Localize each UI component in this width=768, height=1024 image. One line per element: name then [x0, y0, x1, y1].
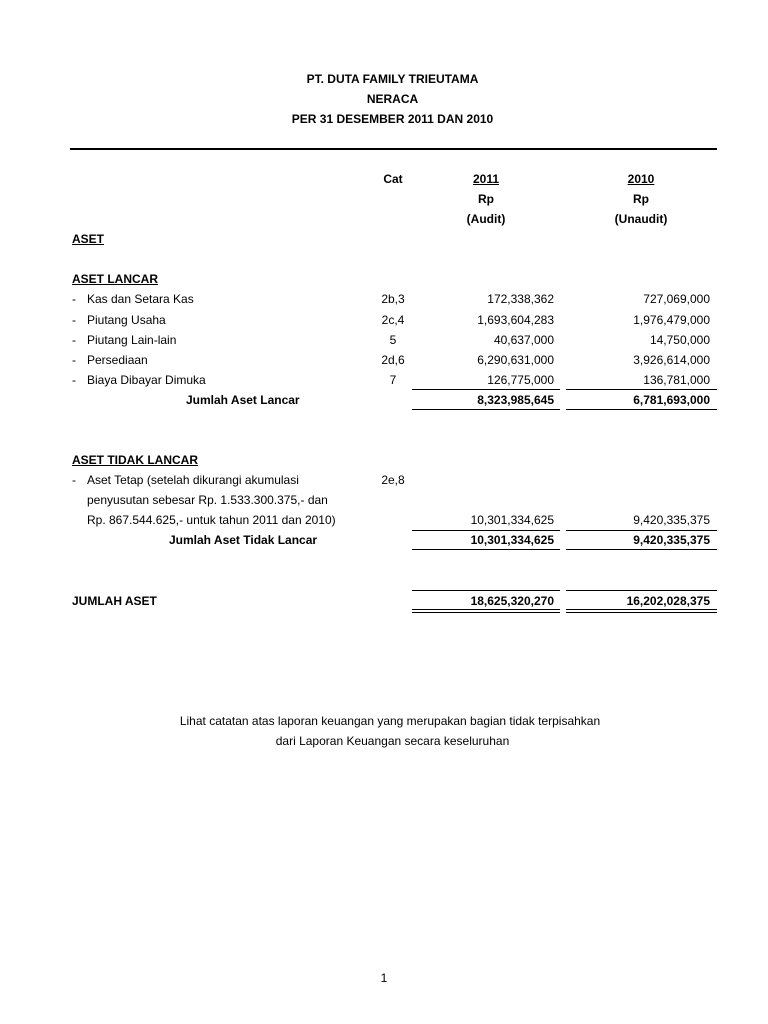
total-rule-2010 [566, 409, 717, 410]
fixed-assets-label-line2: penyusutan sebesar Rp. 1.533.300.375,- dan [87, 493, 328, 507]
grand-total-top-rule-2010 [566, 590, 717, 591]
grand-total-double-rule-2010-a [566, 609, 717, 610]
grand-total-double-rule-2011-a [412, 609, 560, 610]
total-noncurrent-assets-2011: 10,301,334,625 [470, 533, 554, 547]
statement-period: PER 31 DESEMBER 2011 DAN 2010 [291, 112, 494, 126]
row-dash: - [72, 473, 76, 487]
row-cat: 2b,3 [381, 292, 405, 306]
grand-total-label: JUMLAH ASET [72, 594, 157, 608]
total-noncurrent-assets-label: Jumlah Aset Tidak Lancar [169, 533, 318, 547]
statement-title: NERACA [366, 92, 419, 106]
fixed-assets-label-line3: Rp. 867.544.625,- untuk tahun 2011 dan 2010) [87, 513, 336, 527]
page-number: 1 [380, 971, 388, 985]
row-value-2010: 1,976,479,000 [633, 313, 710, 327]
row-dash: - [72, 353, 76, 367]
row-cat: 2c,4 [381, 313, 405, 327]
subtotal-rule-2010 [566, 389, 717, 390]
column-header-2011-currency: Rp [478, 192, 494, 206]
row-label: Kas dan Setara Kas [87, 292, 194, 306]
fixed-assets-value-2011: 10,301,334,625 [470, 513, 554, 527]
section-heading-aset-lancar: ASET LANCAR [72, 272, 158, 286]
company-name: PT. DUTA FAMILY TRIEUTAMA [306, 72, 479, 86]
footnote-line1: Lihat catatan atas laporan keuangan yang merupakan bagian tidak terpisahkan [179, 714, 601, 728]
total-current-assets-2011: 8,323,985,645 [477, 393, 554, 407]
grand-total-double-rule-2010-b [566, 612, 717, 613]
total-current-assets-2010: 6,781,693,000 [633, 393, 710, 407]
grand-total-double-rule-2011-b [412, 612, 560, 613]
row-value-2011: 126,775,000 [487, 373, 554, 387]
total-current-assets-label: Jumlah Aset Lancar [186, 393, 300, 407]
grand-total-2011: 18,625,320,270 [470, 594, 554, 608]
fixed-assets-label-line1: Aset Tetap (setelah dikurangi akumulasi [87, 473, 299, 487]
column-header-2010-currency: Rp [633, 192, 649, 206]
row-cat: 5 [389, 333, 397, 347]
row-value-2011: 172,338,362 [487, 292, 554, 306]
row-value-2010: 3,926,614,000 [633, 353, 710, 367]
header-divider [70, 148, 717, 150]
row-dash: - [72, 373, 76, 387]
section-heading-aset: ASET [72, 232, 105, 246]
grand-total-2010: 16,202,028,375 [626, 594, 710, 608]
total-rule-2010 [566, 549, 717, 550]
row-label: Piutang Lain-lain [87, 333, 177, 347]
subtotal-rule-2010 [566, 530, 717, 531]
fixed-assets-cat: 2e,8 [381, 473, 405, 487]
row-label: Persediaan [87, 353, 148, 367]
column-header-2010-status: (Unaudit) [614, 212, 668, 226]
row-value-2010: 14,750,000 [649, 333, 710, 347]
row-dash: - [72, 333, 76, 347]
row-cat: 2d,6 [381, 353, 405, 367]
fixed-assets-value-2010: 9,420,335,375 [633, 513, 710, 527]
footnote-line2: dari Laporan Keuangan secara keseluruhan [275, 734, 510, 748]
total-noncurrent-assets-2010: 9,420,335,375 [633, 533, 710, 547]
grand-total-top-rule-2011 [412, 590, 560, 591]
subtotal-rule-2011 [412, 530, 560, 531]
row-value-2011: 1,693,604,283 [477, 313, 554, 327]
row-value-2010: 136,781,000 [643, 373, 710, 387]
total-rule-2011 [412, 409, 560, 410]
row-value-2010: 727,069,000 [643, 292, 710, 306]
subtotal-rule-2011 [412, 389, 560, 390]
row-value-2011: 6,290,631,000 [477, 353, 554, 367]
row-dash: - [72, 292, 76, 306]
column-header-2010-year: 2010 [627, 172, 655, 186]
row-value-2011: 40,637,000 [493, 333, 554, 347]
column-header-2011-year: 2011 [472, 172, 500, 186]
row-label: Piutang Usaha [87, 313, 166, 327]
column-header-2011-status: (Audit) [466, 212, 506, 226]
row-dash: - [72, 313, 76, 327]
row-label: Biaya Dibayar Dimuka [87, 373, 206, 387]
row-cat: 7 [389, 373, 397, 387]
column-header-cat: Cat [383, 172, 403, 186]
section-heading-aset-tidak-lancar: ASET TIDAK LANCAR [72, 453, 198, 467]
total-rule-2011 [412, 549, 560, 550]
